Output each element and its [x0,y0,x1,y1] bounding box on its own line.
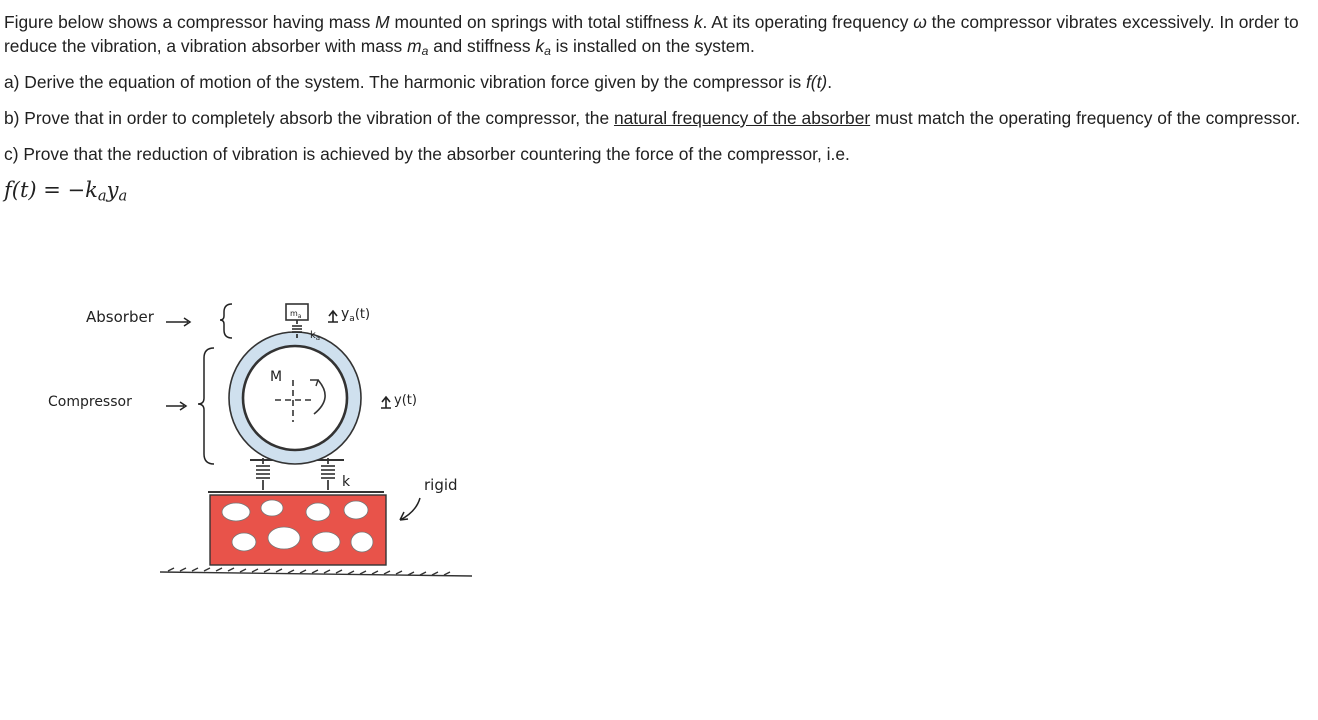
label-absorber: Absorber [86,308,154,326]
eq-k: k [85,178,98,202]
intro-paragraph [4,10,1314,58]
eq-equals: = − [36,178,86,202]
var-ka: k [535,36,545,56]
var-k: k [693,12,703,32]
intro-text: Figure below shows a compressor having mass [4,12,376,32]
y-arrow [381,397,391,408]
label-compressor: Compressor [48,394,132,410]
compressor-figure [0,280,520,600]
natural-frequency-underline: natural frequency of the absorber [613,108,871,128]
part-b [4,106,1314,130]
problem-statement [4,10,1314,205]
var-omega: ω [913,12,927,32]
part-c [4,142,1314,166]
rigid-base [210,495,386,565]
var-ma-sub: a [421,44,429,59]
var-ma: m [407,36,422,56]
ground-line [160,568,472,576]
equation [4,178,1314,205]
rigid-arrow [400,498,420,520]
part-a [4,70,1314,94]
part-b-text: must match the operating frequency of the compressor. [870,108,1301,128]
compressor-brace [198,348,214,464]
absorber-arrow [166,318,190,326]
var-M: M [375,12,390,32]
intro-text: mounted on springs with total stiffness [389,12,694,32]
compressor-body [229,332,361,464]
intro-text: . At its operating frequency [702,12,914,32]
ya-arrow [328,311,338,322]
part-a-text: . [827,72,833,92]
eq-y: y [106,178,119,202]
absorber-brace [220,304,232,338]
intro-text: and stiffness [428,36,536,56]
label-ka: $k_a$ [310,330,321,342]
eq-k-sub: a [97,187,107,205]
part-b-text: b) Prove that in order to completely absorb the vibration of the compressor, the [4,108,614,128]
part-a-text: a) Derive the equation of motion of the system. The harmonic vibration force given by the compressor is [4,72,806,92]
label-M: M [270,369,283,385]
eq-lhs: f(t) [4,178,37,202]
label-k: k [342,474,351,490]
intro-text: is installed on the system. [550,36,755,56]
label-ma: $m_a$ [290,309,302,320]
label-rigid: rigid [424,476,458,494]
intro-text: the compressor vibrates excessively. In order to reduce the vibration, a vibration absorber with mass [4,12,1299,56]
compressor-arrow [166,402,186,410]
part-c-text: c) Prove that the reduction of vibration is achieved by the absorber countering the force of the compressor, i.e. [4,144,850,164]
label-y: y(t) [394,393,417,408]
label-ya: $y_a(t)$ [341,306,371,324]
var-ft: f(t) [805,72,828,92]
eq-y-sub: a [118,187,128,205]
var-ka-sub: a [544,44,551,59]
